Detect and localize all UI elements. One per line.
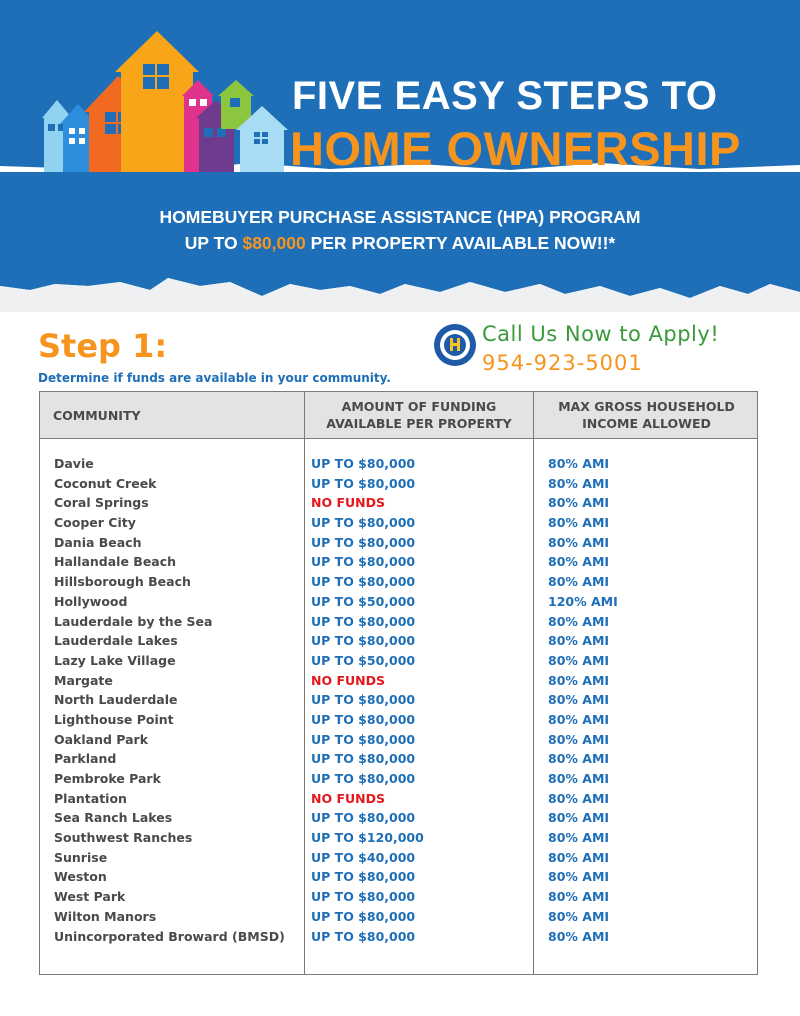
table-row <box>40 552 757 572</box>
header-funding-amount: AMOUNT OF FUNDING AVAILABLE PER PROPERTY <box>326 399 512 431</box>
community-name: Hallandale Beach <box>54 554 177 570</box>
table-row <box>40 651 757 671</box>
max-income: 80% AMI <box>548 889 610 905</box>
max-income: 80% AMI <box>548 574 610 590</box>
table-row <box>40 789 757 809</box>
max-income: 80% AMI <box>548 790 610 806</box>
max-income: 80% AMI <box>548 869 610 885</box>
table-row <box>40 474 757 494</box>
table-row <box>40 493 757 513</box>
max-income: 80% AMI <box>548 534 610 550</box>
community-name: Southwest Ranches <box>54 830 193 846</box>
funding-amount: UP TO $80,000 <box>311 889 416 905</box>
header-max-income: MAX GROSS HOUSEHOLD INCOME ALLOWED <box>558 399 735 431</box>
funding-amount: UP TO $40,000 <box>311 849 416 865</box>
max-income: 80% AMI <box>548 475 610 491</box>
community-name: Sea Ranch Lakes <box>54 810 173 826</box>
max-income: 80% AMI <box>548 711 610 727</box>
table-row <box>40 887 757 907</box>
max-income: 120% AMI <box>548 593 618 609</box>
table-row <box>40 927 757 947</box>
funding-amount: UP TO $80,000 <box>311 574 416 590</box>
max-income: 80% AMI <box>548 456 610 471</box>
table-row <box>40 848 757 868</box>
funding-amount: UP TO $80,000 <box>311 633 416 649</box>
community-name: Davie <box>54 456 94 471</box>
funding-amount: UP TO $80,000 <box>311 456 416 471</box>
max-income: 80% AMI <box>548 830 610 846</box>
table-row <box>40 808 757 828</box>
table-row <box>40 710 757 730</box>
table-body <box>40 454 757 946</box>
title-line-2: HOME OWNERSHIP <box>290 122 741 175</box>
funding-amount: UP TO $50,000 <box>311 593 416 609</box>
step-title: Step 1: <box>38 327 168 365</box>
title-line-1: FIVE EASY STEPS TO <box>292 74 718 118</box>
funding-amount: UP TO $80,000 <box>311 534 416 550</box>
funding-table <box>39 391 758 975</box>
community-name: Dania Beach <box>54 534 142 550</box>
funding-amount: NO FUNDS <box>311 672 385 688</box>
community-name: Hillsborough Beach <box>54 574 191 590</box>
community-name: North Lauderdale <box>54 692 178 708</box>
funding-amount: UP TO $80,000 <box>311 475 416 491</box>
max-income: 80% AMI <box>548 554 610 570</box>
max-income: 80% AMI <box>548 692 610 708</box>
max-income: 80% AMI <box>548 731 610 747</box>
table-row <box>40 907 757 927</box>
table-row <box>40 533 757 553</box>
funding-amount: UP TO $80,000 <box>311 731 416 747</box>
community-name: Lazy Lake Village <box>54 652 176 668</box>
max-income: 80% AMI <box>548 771 610 786</box>
table-row <box>40 572 757 592</box>
community-name: Hollywood <box>54 593 128 609</box>
community-name: Sunrise <box>54 849 108 865</box>
program-subtitle: HOMEBUYER PURCHASE ASSISTANCE (HPA) PROGRAM <box>159 207 641 227</box>
table-header <box>40 392 757 439</box>
step-description: Determine if funds are available in your community. <box>38 371 391 385</box>
funding-amount: UP TO $50,000 <box>311 652 416 668</box>
funding-amount: UP TO $80,000 <box>311 928 416 944</box>
funding-amount: UP TO $120,000 <box>311 830 424 846</box>
table-row <box>40 671 757 691</box>
funding-amount: NO FUNDS <box>311 495 385 511</box>
max-income: 80% AMI <box>548 613 610 629</box>
funding-amount-highlight: $80,000 <box>242 233 306 253</box>
funding-amount: UP TO $80,000 <box>311 554 416 570</box>
community-name: Oakland Park <box>54 731 149 747</box>
funding-amount: UP TO $80,000 <box>311 869 416 885</box>
funding-subtitle-prefix: UP TO <box>184 233 243 253</box>
table-row <box>40 749 757 769</box>
max-income: 80% AMI <box>548 515 610 531</box>
phone-number[interactable]: 954-923-5001 <box>482 351 643 375</box>
community-name: Margate <box>54 672 113 688</box>
table-row <box>40 769 757 789</box>
table-row <box>40 690 757 710</box>
community-name: Wilton Manors <box>54 908 157 924</box>
max-income: 80% AMI <box>548 633 610 649</box>
funding-amount: UP TO $80,000 <box>311 771 416 786</box>
max-income: 80% AMI <box>548 652 610 668</box>
community-name: Pembroke Park <box>54 771 161 786</box>
max-income: 80% AMI <box>548 495 610 511</box>
funding-amount: UP TO $80,000 <box>311 711 416 727</box>
community-name: Cooper City <box>54 515 136 531</box>
table-row <box>40 513 757 533</box>
table-row <box>40 612 757 632</box>
community-name: Unincorporated Broward (BMSD) <box>54 928 285 944</box>
community-name: Coral Springs <box>54 495 149 511</box>
community-name: Weston <box>54 869 107 885</box>
funding-subtitle-suffix: PER PROPERTY AVAILABLE NOW!!* <box>305 233 616 253</box>
table-row <box>40 454 757 474</box>
max-income: 80% AMI <box>548 928 610 944</box>
community-name: Parkland <box>54 751 117 767</box>
funding-amount: UP TO $80,000 <box>311 515 416 531</box>
funding-amount: NO FUNDS <box>311 790 385 806</box>
max-income: 80% AMI <box>548 810 610 826</box>
table-row <box>40 592 757 612</box>
max-income: 80% AMI <box>548 751 610 767</box>
community-name: Lauderdale Lakes <box>54 633 178 649</box>
community-name: Coconut Creek <box>54 475 157 491</box>
community-name: West Park <box>54 889 126 905</box>
call-to-action: Call Us Now to Apply! <box>482 322 720 346</box>
table-row <box>40 631 757 651</box>
funding-amount: UP TO $80,000 <box>311 751 416 767</box>
table-row <box>40 730 757 750</box>
max-income: 80% AMI <box>548 849 610 865</box>
max-income: 80% AMI <box>548 908 610 924</box>
header-banner <box>0 0 800 330</box>
max-income: 80% AMI <box>548 672 610 688</box>
funding-amount: UP TO $80,000 <box>311 908 416 924</box>
table-row <box>40 828 757 848</box>
community-name: Lighthouse Point <box>54 711 174 727</box>
housing-counseling-seal-icon <box>433 323 477 367</box>
funding-subtitle <box>0 233 800 254</box>
funding-amount: UP TO $80,000 <box>311 810 416 826</box>
funding-amount: UP TO $80,000 <box>311 692 416 708</box>
funding-amount: UP TO $80,000 <box>311 613 416 629</box>
community-name: Plantation <box>54 790 127 806</box>
header-community: COMMUNITY <box>53 407 141 423</box>
table-row <box>40 867 757 887</box>
community-name: Lauderdale by the Sea <box>54 613 213 629</box>
